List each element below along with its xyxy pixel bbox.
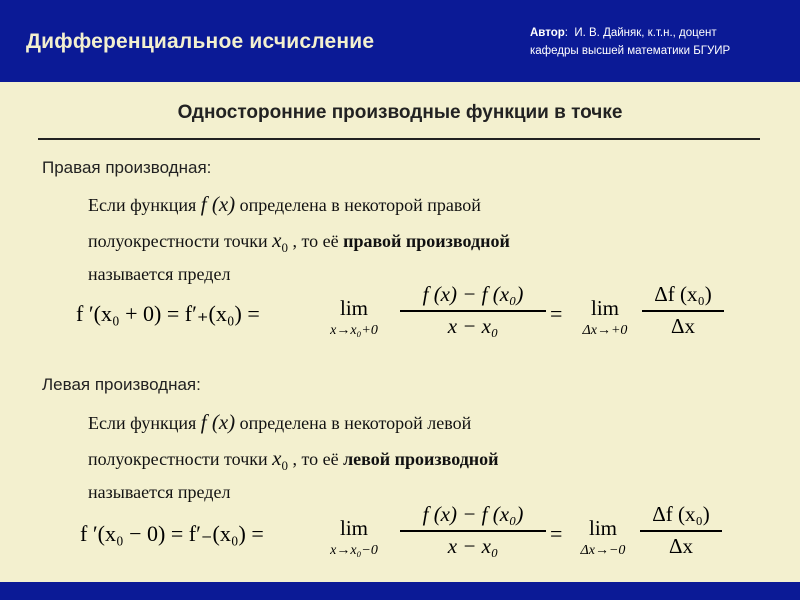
left-definition-line-2: полуокрестности точки $x_0$ , то её левой производной <box>88 446 499 474</box>
right-fraction-2: Δf (x₀) Δx <box>642 282 724 339</box>
point-x0: $x_0$ <box>272 228 288 256</box>
author-name: И. В. Дайняк, к.т.н., доцент <box>574 27 717 39</box>
author-info: Автор: И. В. Дайняк, к.т.н., доцент кафедры высшей математики БГУИР <box>530 24 730 60</box>
right-definition-line-3: называется предел <box>88 264 231 284</box>
left-fraction-1: f (x) − f (x₀) x − x₀ <box>400 502 546 559</box>
point-x0: $x_0$ <box>272 446 288 474</box>
left-formula-left: f ′(x₀ − 0) = f′₋(x₀) = <box>80 521 264 546</box>
title-divider <box>38 138 760 140</box>
course-title: Дифференциальное исчисление <box>26 30 375 53</box>
author-label: Автор <box>530 27 565 39</box>
left-fraction-2: Δf (x₀) Δx <box>640 502 722 559</box>
left-derivative-heading: Левая производная: <box>42 375 201 394</box>
right-formula-left: f ′(x₀ + 0) = f′₊(x₀) = <box>76 301 260 326</box>
function-f-of-x: f (x) <box>200 192 236 216</box>
right-equals: = <box>550 301 563 326</box>
left-definition-line-1: Если функция f (x) определена в некоторой левой <box>88 410 472 434</box>
left-derivative-term: левой производной <box>343 449 499 469</box>
right-limit-2: lim Δx→+0 <box>582 296 628 338</box>
left-equals: = <box>550 521 563 546</box>
footer-bar <box>0 582 800 600</box>
left-definition-line-3: называется предел <box>88 482 231 502</box>
left-limit-1: lim x→x₀−0 <box>330 516 378 558</box>
right-definition-line-1: Если функция f (x) определена в некоторой правой <box>88 192 481 216</box>
right-limit-1: lim x→x₀+0 <box>330 296 378 338</box>
right-derivative-term: правой производной <box>343 231 510 251</box>
left-limit-2: lim Δx→−0 <box>580 516 626 558</box>
right-definition-line-2: полуокрестности точки $x_0$ , то её правой производной <box>88 228 510 256</box>
slide-title: Односторонние производные функции в точке <box>177 102 623 123</box>
author-department: кафедры высшей математики БГУИР <box>530 45 731 57</box>
header-bar <box>0 0 800 82</box>
function-f-of-x: f (x) <box>200 410 236 434</box>
right-fraction-1: f (x) − f (x₀) x − x₀ <box>400 282 546 339</box>
right-derivative-heading: Правая производная: <box>42 158 212 177</box>
